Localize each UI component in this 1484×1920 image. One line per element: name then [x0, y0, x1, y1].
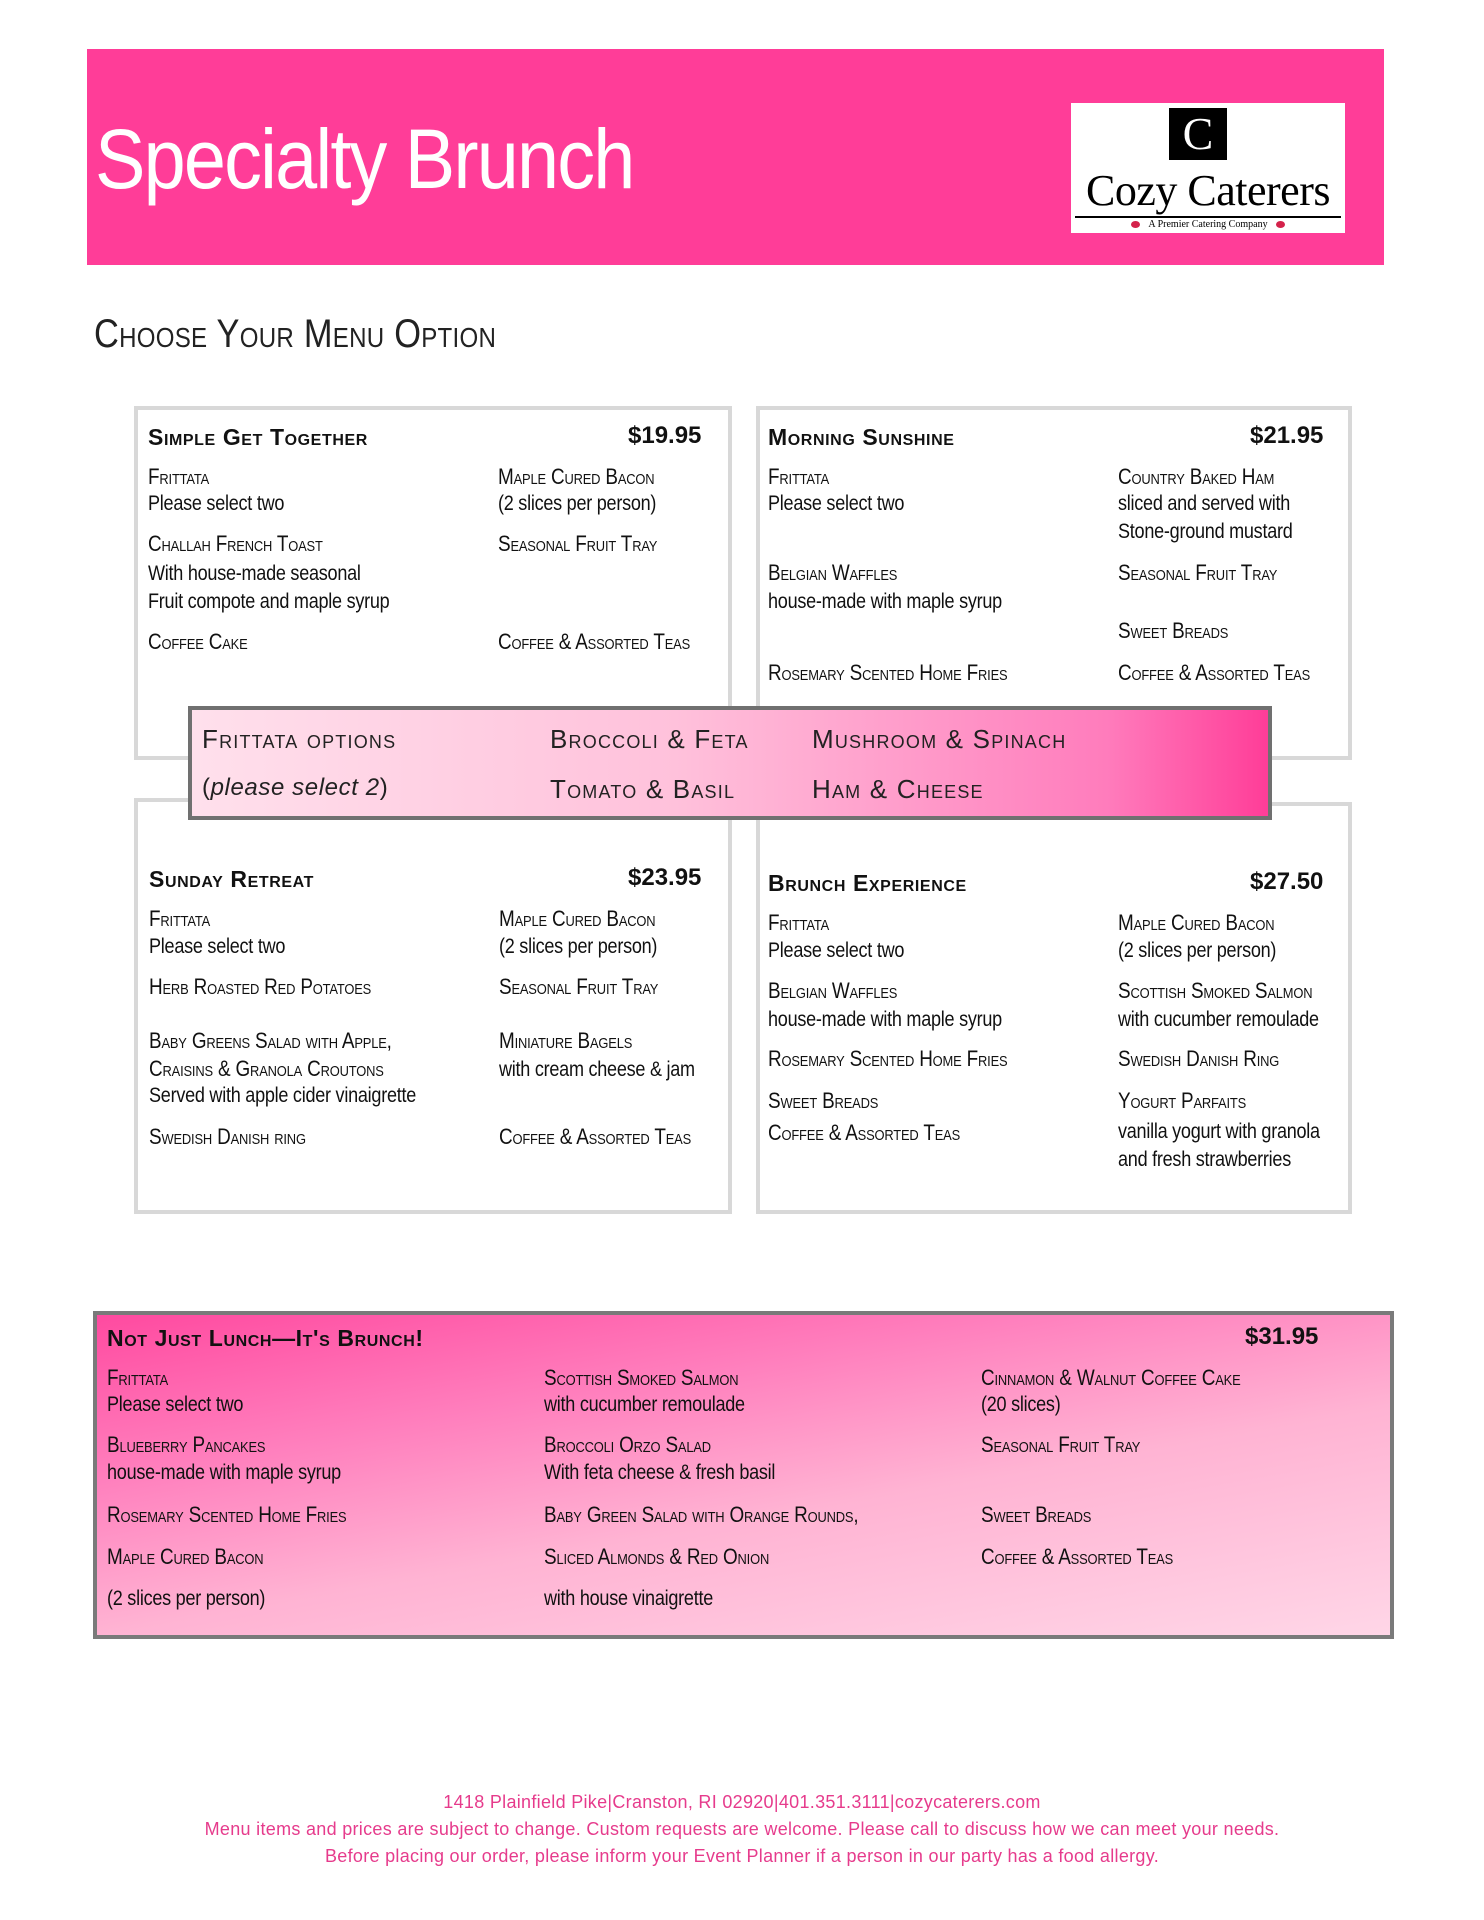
- menu-item: Seasonal Fruit Tray: [1118, 560, 1278, 585]
- menu-item: Sweet Breads: [981, 1502, 1092, 1527]
- menu-item: Challah French Toast: [148, 531, 323, 556]
- menu-item: Rosemary Scented Home Fries: [768, 1046, 1008, 1071]
- menu-item-desc: with house vinaigrette: [544, 1587, 714, 1610]
- logo-tagline-row: [1071, 219, 1345, 230]
- menu-item: Coffee & Assorted Teas: [498, 629, 691, 654]
- menu-item-desc: Fruit compote and maple syrup: [148, 590, 390, 613]
- menu-item-desc: With house-made seasonal: [148, 562, 361, 585]
- menu-item-desc: With feta cheese & fresh basil: [544, 1461, 776, 1484]
- menu-item-desc: Stone-ground mustard: [1118, 520, 1293, 543]
- menu-item-desc: Please select two: [107, 1393, 244, 1416]
- frittata-options-note: (please select 2): [202, 774, 389, 801]
- package-title: Not Just Lunch—It's Brunch!: [107, 1325, 424, 1351]
- menu-item-desc: house-made with maple syrup: [768, 1008, 1002, 1031]
- footer-allergy-notice: Before placing our order, please inform your Event Planner if a person in our party has a food allergy.: [324, 1846, 1160, 1866]
- frittata-option: Ham & Cheese: [812, 774, 984, 804]
- menu-item: Maple Cured Bacon: [107, 1544, 264, 1569]
- menu-item-desc: (2 slices per person): [499, 935, 658, 958]
- header-banner: [87, 49, 1384, 265]
- package-price: $21.95: [1250, 422, 1324, 449]
- menu-item: Frittata: [107, 1365, 169, 1390]
- section-heading: Choose Your Menu Option: [94, 312, 497, 356]
- menu-item: Coffee & Assorted Teas: [768, 1120, 961, 1145]
- menu-item: Maple Cured Bacon: [498, 464, 655, 489]
- menu-item-desc: Please select two: [148, 492, 285, 515]
- menu-item: Sweet Breads: [768, 1088, 879, 1113]
- menu-item: Coffee & Assorted Teas: [1118, 660, 1311, 685]
- menu-item: Sliced Almonds & Red Onion: [544, 1544, 770, 1569]
- menu-item-desc: house-made with maple syrup: [107, 1461, 341, 1484]
- menu-item-desc: vanilla yogurt with granola: [1118, 1120, 1320, 1143]
- menu-item-desc: Please select two: [768, 492, 905, 515]
- frittata-options-note-text: please select 2: [210, 774, 380, 801]
- logo-rule: [1075, 216, 1341, 218]
- frittata-options-label: Frittata options: [202, 724, 397, 754]
- menu-item-desc: Please select two: [149, 935, 286, 958]
- rose-icon: [1131, 221, 1140, 228]
- menu-item: Craisins & Granola Croutons: [149, 1056, 384, 1081]
- menu-item: Rosemary Scented Home Fries: [768, 660, 1008, 685]
- menu-item-desc: Served with apple cider vinaigrette: [149, 1084, 417, 1107]
- menu-item-desc: (2 slices per person): [1118, 939, 1277, 962]
- menu-item-desc: (2 slices per person): [107, 1587, 266, 1610]
- menu-item: Rosemary Scented Home Fries: [107, 1502, 347, 1527]
- menu-item: Maple Cured Bacon: [1118, 910, 1275, 935]
- menu-item: Seasonal Fruit Tray: [981, 1432, 1141, 1457]
- menu-item: Swedish Danish ring: [149, 1124, 306, 1149]
- company-logo[interactable]: [1071, 103, 1345, 233]
- menu-item: Maple Cured Bacon: [499, 906, 656, 931]
- menu-item: Frittata: [149, 906, 211, 931]
- package-price: $31.95: [1245, 1323, 1319, 1350]
- menu-item: Scottish Smoked Salmon: [1118, 978, 1313, 1003]
- logo-company-name: Cozy Caterers: [1086, 166, 1330, 215]
- package-sunday-retreat: [134, 798, 732, 1214]
- menu-item: Frittata: [148, 464, 210, 489]
- menu-item: Coffee Cake: [148, 629, 248, 654]
- package-price: $27.50: [1250, 868, 1324, 895]
- logo-tagline: A Premier Catering Company: [1148, 219, 1268, 230]
- package-title: Sunday Retreat: [149, 866, 314, 892]
- menu-item: Country Baked Ham: [1118, 464, 1275, 489]
- menu-item: Baby Greens Salad with Apple,: [149, 1028, 392, 1053]
- menu-item: Sweet Breads: [1118, 618, 1229, 643]
- menu-item: Baby Green Salad with Orange Rounds,: [544, 1502, 859, 1527]
- menu-item: Yogurt Parfaits: [1118, 1088, 1247, 1113]
- frittata-option: Broccoli & Feta: [550, 724, 749, 754]
- footer-notice: Menu items and prices are subject to change. Custom requests are welcome. Please call to discuss how we can meet your needs.: [204, 1819, 1280, 1839]
- rose-icon: [1276, 221, 1285, 228]
- menu-item-desc: sliced and served with: [1118, 492, 1291, 515]
- menu-item: Miniature Bagels: [499, 1028, 633, 1053]
- menu-item-desc: with cucumber remoulade: [544, 1393, 745, 1416]
- menu-item: Blueberry Pancakes: [107, 1432, 266, 1457]
- menu-item-desc: with cream cheese & jam: [499, 1058, 695, 1081]
- package-title: Morning Sunshine: [768, 424, 955, 450]
- frittata-option: Tomato & Basil: [550, 774, 736, 804]
- menu-item: Belgian Waffles: [768, 560, 898, 585]
- menu-item-desc: Please select two: [768, 939, 905, 962]
- menu-item-desc: and fresh strawberries: [1118, 1148, 1291, 1171]
- menu-item-desc: (20 slices): [981, 1393, 1061, 1416]
- package-price: $23.95: [628, 864, 702, 891]
- menu-item: Broccoli Orzo Salad: [544, 1432, 711, 1457]
- menu-item: Seasonal Fruit Tray: [499, 974, 659, 999]
- page-title: Specialty Brunch: [95, 112, 634, 206]
- package-brunch-experience: [756, 802, 1352, 1214]
- menu-item-desc: with cucumber remoulade: [1118, 1008, 1319, 1031]
- footer-address[interactable]: 1418 Plainfield Pike|Cranston, RI 02920|401.351.3111|cozycaterers.com: [443, 1792, 1041, 1812]
- menu-item: Frittata: [768, 464, 830, 489]
- menu-item: Coffee & Assorted Teas: [499, 1124, 692, 1149]
- menu-item: Herb Roasted Red Potatoes: [149, 974, 372, 999]
- menu-item: Swedish Danish Ring: [1118, 1046, 1280, 1071]
- menu-item-desc: house-made with maple syrup: [768, 590, 1002, 613]
- package-price: $19.95: [628, 422, 702, 449]
- menu-item: Seasonal Fruit Tray: [498, 531, 658, 556]
- package-title: Simple Get Together: [148, 424, 368, 450]
- menu-item: Frittata: [768, 910, 830, 935]
- logo-letter: C: [1169, 108, 1227, 160]
- frittata-option: Mushroom & Spinach: [812, 724, 1067, 754]
- package-title: Brunch Experience: [768, 870, 967, 896]
- menu-item-desc: (2 slices per person): [498, 492, 657, 515]
- menu-item: Scottish Smoked Salmon: [544, 1365, 739, 1390]
- frittata-options-panel: [188, 706, 1272, 820]
- package-not-just-lunch: [93, 1311, 1394, 1639]
- menu-item: Coffee & Assorted Teas: [981, 1544, 1174, 1569]
- menu-item: Belgian Waffles: [768, 978, 898, 1003]
- menu-item: Cinnamon & Walnut Coffee Cake: [981, 1365, 1241, 1390]
